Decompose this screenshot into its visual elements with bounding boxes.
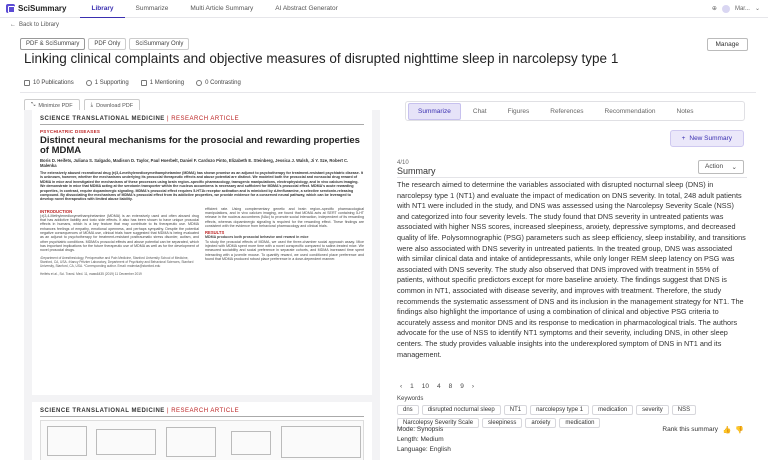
nav-tab-ai-abstract-generator[interactable]: AI Abstract Generator [275, 4, 338, 12]
brand-name: SciSummary [18, 4, 67, 13]
thumbs-down-icon[interactable]: 👎 [735, 427, 744, 434]
back-link[interactable] [10, 22, 59, 28]
paper-column-right [205, 207, 364, 276]
arrow-left-icon: ← [10, 22, 16, 28]
paper-column-left [40, 207, 199, 276]
keyword-chip[interactable]: dns [397, 405, 419, 415]
download-pdf-label: Download PDF [96, 102, 134, 109]
journal-name-page-2: SCIENCE TRANSLATIONAL MEDICINE [40, 408, 165, 414]
tab-notes[interactable]: Notes [676, 107, 694, 115]
pager-page[interactable]: 9 [460, 383, 464, 390]
citation-stats [24, 80, 241, 86]
summary-text: The research aimed to determine the variables associated with disrupted nocturnal sleep (DNS) in narcolepsy type 1 (NT1) and evaluate the impact of medication on DNS severity. In total, 248 adult patients with NT1 were included in the study, and DNS was assessed using the Narcolepsy Severity Scale (NSS) and categorized into four severity levels. The study found that DNS severity in untreated patients was associated with higher NSS scores, increased sleepiness, anxiety, depressive symptoms, and decreased quality of life. Polysomnographic (PSG) parameters such as sleep efficiency, sleep instability, and transitions were also associated with DNS severity in untreated patients. In the treated group, DNS was associated with similar clinical data and intake of antidepressants, while only longer REM sleep latency on PSG was associated with DNS severity. The study also observed that DNS improved with treatment in 55% of patients, without specific predictors except for more baseline anxiety. The findings suggest that DNS is common in NT1, associated with disease severity, and improves with treatment. Therefore, the study recommends the systematic assessment of DNS and its inclusion in the management strategy for NT1. The findings also highlight the importance of using a combination of clinical and objective PSG criteria to accurately assess and monitor DNS and its response to medication in pharmacological trials. The authors advocate for the use of NSS to identify NT1 symptoms and their severity, including DNS, in other sleep centers. The study provides valuable insights into the underexplored symptom of DNS in NT1 and its management. [397, 180, 746, 359]
keyword-chip[interactable]: Narcolepsy Severity Scale [397, 418, 479, 428]
keyword-chip[interactable]: severity [636, 405, 669, 415]
summary-mode: Mode: Synopsis [397, 426, 444, 433]
column-two-text: efficient rate. Using complementary genetic and brain region–specific pharmacological manipulations, and in vivo calcium imaging, we found that MDMA acts at SERT containing 5-HT release in the nucleus accumbens (NAc) to promote social interaction, independent of its rewarding effects, whereas dopaminergic signaling is required for the rewarding effect. These findings are consistent with the evidence from behavioral pharmacology and clinical trials. [205, 206, 364, 229]
journal-tag: RESEARCH ARTICLE [171, 116, 240, 122]
contrast-icon [196, 80, 202, 86]
tab-scisummary-only[interactable]: SciSummary Only [129, 38, 189, 50]
stat-supporting[interactable] [86, 80, 129, 86]
tab-chat[interactable]: Chat [472, 107, 487, 115]
rank-controls [723, 426, 744, 434]
keyword-chip[interactable]: NSS [672, 405, 696, 415]
summary-length: Length: Medium [397, 436, 444, 443]
journal-name: SCIENCE TRANSLATIONAL MEDICINE [40, 116, 165, 122]
back-label: Back to Library [19, 22, 60, 28]
tab-figures[interactable]: Figures [507, 107, 530, 115]
globe-icon[interactable]: ⊕ [711, 6, 717, 12]
stat-contrasting[interactable] [196, 80, 241, 86]
new-summary-label: New Summary [689, 135, 732, 142]
action-dropdown[interactable] [698, 160, 744, 174]
plus-icon: + [681, 135, 686, 142]
journal-separator: | [166, 116, 172, 122]
summary-divider [397, 177, 747, 178]
pdf-viewer[interactable] [24, 110, 380, 460]
keyword-chip[interactable]: anxiety [525, 418, 556, 428]
panel-tabs [405, 101, 745, 121]
stat-publications-label: 10 Publications [33, 80, 74, 86]
header-divider [20, 92, 756, 93]
download-icon: ⤓ [90, 102, 94, 108]
pager-page[interactable]: 1 [410, 383, 414, 390]
results-heading: RESULTS [205, 230, 225, 236]
journal-header-page-2 [40, 408, 364, 417]
tab-summarize[interactable]: Summarize [408, 103, 461, 120]
minimize-pdf-label: Minimize PDF [38, 102, 73, 109]
pager-page[interactable]: 4 [437, 383, 441, 390]
minimize-icon: ⤡ [31, 102, 36, 108]
intro-heading: INTRODUCTION [40, 208, 73, 214]
stat-supporting-label: 1 Supporting [94, 80, 129, 86]
manage-button[interactable]: Manage [707, 38, 749, 51]
keyword-chip[interactable]: medication [592, 405, 633, 415]
paper-title: Distinct neural mechanisms for the prosocial and rewarding properties of MDMA [40, 135, 360, 156]
article-title: Linking clinical complaints and objective measures of disrupted nighttime sleep in narcolepsy type 1 [24, 51, 619, 66]
paper-abstract: The extensively abused recreational drug (±)3,4-methylenedioxymethamphetamine (MDMA) has shown promise as an adjunct to psychotherapy for treatment-resistant psychiatric disease. It is unknown, however, whether the mechanisms underlying its prosocial therapeutic effects and abuse potential are distinct. We modeled both the prosocial and nonsocial drug reward of MDMA in mice and investigated the mechanisms of these processes using brain region–specific pharmacology, transgenic manipulations, electrophysiology, and in vivo calcium imaging. We demonstrate in mice that MDMA acting at the serotonin transporter within the nucleus accumbens is necessary and sufficient for MDMA's prosocial effect. MDMA's acute rewarding properties, in contrast, require dopaminergic signaling. MDMA's prosocial effect requires 5-HT1b receptor activation and is mimicked by d-fenfluramine, a selective serotonin-releasing compound. By dissociating the mechanisms of MDMA's prosocial effect from its addictive properties, we provide evidence for a conserved neural pathway, which can be leveraged to develop novel therapeutics with limited abuse liability. [40, 171, 363, 202]
figure-box [231, 431, 271, 455]
keywords-label: Keywords [397, 396, 424, 402]
results-subheading: MDMA produces both prosocial behavior and reward in mice [205, 235, 309, 240]
paper-section: PSYCHIATRIC DISEASES [40, 129, 101, 134]
keyword-chip[interactable]: narcolepsy type 1 [530, 405, 589, 415]
pdf-page-1 [32, 110, 372, 395]
brand-logo-icon [6, 4, 15, 13]
chevron-down-icon: ⌄ [731, 164, 737, 171]
journal-header [40, 116, 364, 125]
tab-recommendation[interactable]: Recommendation [604, 107, 656, 115]
summary-pager [397, 383, 477, 390]
summary-counter: 4/10 [397, 160, 409, 166]
pdf-page-2 [32, 402, 372, 460]
nav-tabs [80, 0, 348, 18]
rank-label: Rank this summary [662, 426, 718, 433]
action-label: Action [705, 163, 724, 170]
user-menu[interactable] [712, 5, 760, 13]
intro-text: (±)3,4-Methylenedioxymethamphetamine (MDMA) is an extensively used and often abused drug that has addictive liability and toxic side effects. It also has been shown to have unique prosocial effects in humans, which is a key feature that may contribute to its therapeutic use. MDMA enhances feelings of empathy, emotional openness, and perhaps sympathy. Despite the potential negative consequences of MDMA use, clinical trials have suggested that MDMA is being evaluated as an adjunct to psychotherapy for treatment-resistant posttraumatic stress disorder, autism, and other psychiatric conditions. MDMA's prosocial effects and abuse potential can be separated, which has important implications for the future therapeutic use of MDMA as well as for the development of novel prosocial drugs. [40, 213, 199, 253]
figure-box [96, 429, 156, 455]
results-text: To study the prosocial effects of MDMA, we used the three-chamber social approach assay. Mice injected with MDMA spent more time with a novel conspecific compared to saline-treated mice. We measured sociability and social preference in separate cohorts, and MDMA increased time spent interacting with a juvenile mouse. To quantify reward, we used conditioned place preference and found that MDMA produced robust place preference in a dose-dependent manner. [205, 239, 364, 261]
pager-prev[interactable]: ‹ [400, 383, 403, 390]
stat-contrasting-label: 0 Contrasting [205, 80, 241, 86]
summary-language: Language: English [397, 446, 451, 453]
figure-box [47, 426, 87, 456]
new-summary-button[interactable] [670, 130, 744, 147]
journal-tag-page-2: RESEARCH ARTICLE [171, 408, 240, 414]
chevron-down-icon[interactable]: ⌄ [754, 6, 760, 12]
affiliations-footnote: ¹Department of Anesthesiology, Perioperative and Pain Medicine, Stanford University School of Medicine, Stanford, CA, USA. ²Nancy Pritzker Laboratory, Department of Psychiatry and Behavioral Sciences, Stanford University, Stanford, CA, USA. *Corresponding author. Email: malenka@stanford.edu [40, 255, 194, 268]
keyword-chips [397, 405, 747, 428]
keyword-chip[interactable]: NT1 [504, 405, 527, 415]
figure-panel [40, 420, 364, 460]
pager-page[interactable]: 8 [448, 383, 453, 390]
check-circle-icon [86, 80, 92, 86]
user-label[interactable]: Mar... [734, 5, 750, 12]
document-icon [24, 80, 30, 86]
journal-separator-page-2: | [166, 408, 172, 414]
top-nav [0, 0, 768, 18]
figure-box [166, 427, 216, 457]
paper-columns [40, 207, 364, 276]
stat-publications[interactable] [24, 80, 74, 86]
brand[interactable] [6, 4, 66, 13]
summary-heading: Summary [397, 166, 436, 176]
nav-tab-multi-article-summary[interactable]: Multi Article Summary [190, 4, 254, 12]
keyword-chip[interactable]: medication [559, 418, 600, 428]
stat-mentioning[interactable] [141, 80, 184, 86]
citation-line: Heifets et al., Sci. Transl. Med. 11, eaaw6435 (2019) 11 December 2019 [40, 271, 142, 276]
nav-tab-summarize[interactable]: Summarize [135, 4, 169, 12]
nav-tab-library[interactable]: Library [80, 0, 124, 18]
tab-pdf-and-scisummary[interactable]: PDF & SciSummary [20, 38, 85, 50]
stat-mentioning-label: 1 Mentioning [149, 80, 185, 86]
pager-page[interactable]: 10 [421, 383, 430, 390]
keyword-chip[interactable]: disrupted nocturnal sleep [422, 405, 501, 415]
view-tabs [20, 38, 189, 50]
tab-pdf-only[interactable]: PDF Only [88, 38, 126, 50]
tab-references[interactable]: References [550, 107, 584, 115]
quote-icon [141, 80, 147, 86]
pager-next[interactable]: › [471, 383, 475, 390]
thumbs-up-icon[interactable]: 👍 [722, 427, 732, 434]
figure-box [281, 426, 361, 458]
keyword-chip[interactable]: sleepiness [482, 418, 522, 428]
avatar[interactable] [722, 5, 730, 13]
paper-authors: Boris D. Heifets, Juliana S. Salgado, Madison D. Taylor, Paul Hoerbelt, Daniel F. Cardozo Pinto, Elizabeth E. Steinberg, Jessica J. Walsh, Ji Y. Sze, Robert C. Malenka [40, 158, 349, 168]
